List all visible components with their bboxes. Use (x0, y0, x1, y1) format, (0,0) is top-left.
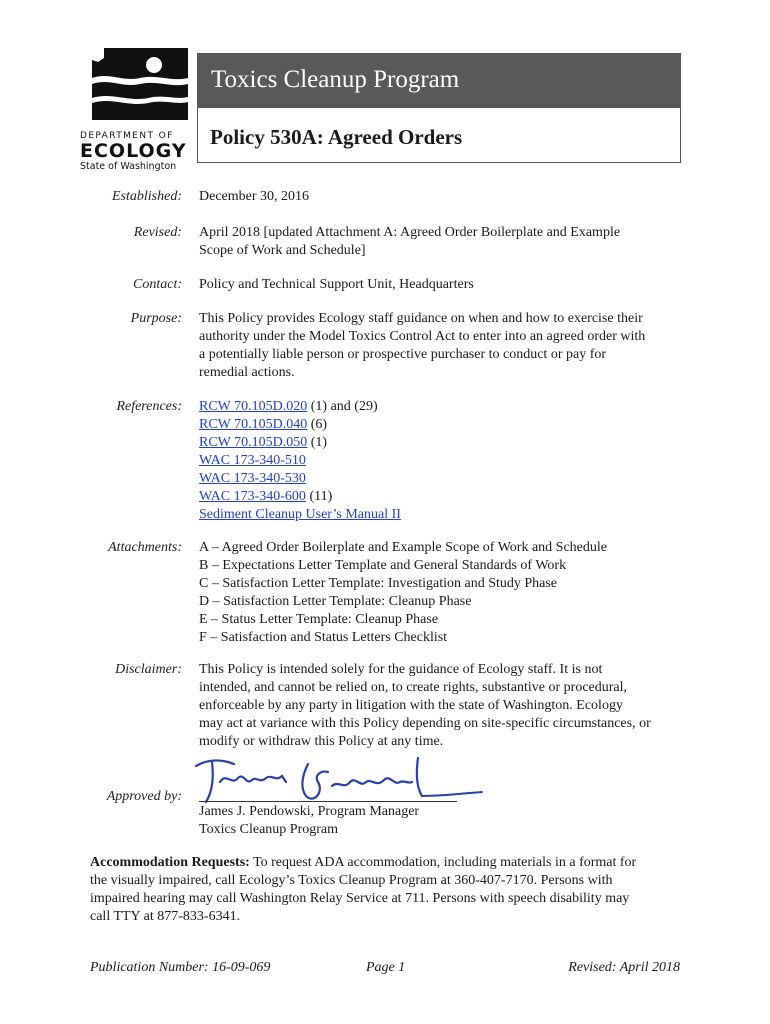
reference-item (199, 488, 669, 506)
logo-dept-line: DEPARTMENT OF (80, 131, 174, 141)
footer-publication: Publication Number: 16-09-069 (90, 960, 271, 975)
reference-link[interactable]: WAC 173-340-530 (199, 471, 306, 486)
accommodation-first: To request ADA accommodation, including materials in a format for (249, 855, 637, 870)
program-title: Toxics Cleanup Program (211, 66, 460, 93)
reference-item (199, 434, 669, 452)
attachment-item: A – Agreed Order Boilerplate and Example Scope of Work and Schedule (199, 540, 607, 555)
accommodation-heading: Accommodation Requests: (90, 855, 250, 870)
attachments-list (199, 539, 669, 647)
purpose-line: remedial actions. (199, 365, 295, 380)
attachment-item: C – Satisfaction Letter Template: Investigation and Study Phase (199, 576, 558, 591)
reference-link[interactable]: RCW 70.105D.020 (199, 399, 308, 414)
purpose-line: authority under the Model Toxics Control Act to enter into an agreed order with (199, 329, 646, 344)
footer-page: Page 1 (366, 960, 406, 975)
reference-item (199, 452, 669, 470)
references-label: References: (116, 399, 182, 414)
attachment-item: D – Satisfaction Letter Template: Cleanup Phase (199, 594, 472, 609)
revised-line: April 2018 [updated Attachment A: Agreed Order Boilerplate and Example (199, 225, 621, 240)
contact-value: Policy and Technical Support Unit, Headquarters (199, 277, 474, 292)
purpose-value (199, 310, 669, 382)
attachments-label: Attachments: (108, 540, 182, 555)
disclaimer-line: modify or withdraw this Policy at any time. (199, 734, 444, 749)
purpose-line: This Policy provides Ecology staff guidance on when and how to exercise their (199, 311, 643, 326)
approved-label: Approved by: (106, 789, 182, 804)
revised-value (199, 224, 669, 260)
accommodation-line: impaired hearing may call Washington Relay Service at 711. Persons with speech disability may (90, 891, 630, 906)
ecology-logo (80, 48, 192, 172)
references-list (199, 398, 669, 524)
disclaimer-line: enforceable by any party in litigation with the state of Washington. Ecology (199, 698, 623, 713)
policy-title: Policy 530A: Agreed Orders (210, 125, 463, 149)
approver-block (199, 803, 419, 839)
contact-label: Contact: (133, 277, 182, 292)
policy-title-box (197, 108, 681, 163)
disclaimer-line: may act at variance with this Policy depending on site-specific circumstances, or (199, 716, 651, 731)
footer-revised: Revised: April 2018 (568, 960, 680, 975)
purpose-line: a potentially liable person or prospective purchaser to conduct or pay for (199, 347, 607, 362)
disclaimer-value (199, 661, 669, 751)
reference-item (199, 416, 669, 434)
established-value: December 30, 2016 (199, 189, 310, 204)
reference-item (199, 470, 669, 488)
purpose-label: Purpose: (130, 311, 182, 326)
ecology-logo-icon (92, 48, 188, 120)
accommodation-line: the visually impaired, call Ecology’s Toxics Cleanup Program at 360-407-7170. Persons with (90, 873, 613, 888)
reference-link[interactable]: WAC 173-340-600 (199, 489, 306, 504)
attachment-item: E – Status Letter Template: Cleanup Phase (199, 612, 439, 627)
reference-suffix: (1) and (29) (307, 399, 378, 414)
approver-name: James J. Pendowski, Program Manager (199, 804, 420, 819)
revised-label: Revised: (133, 225, 182, 240)
reference-link[interactable]: Sediment Cleanup User’s Manual II (199, 507, 401, 522)
reference-suffix: (1) (307, 435, 328, 450)
accommodation-paragraph (90, 854, 680, 926)
title-bar (197, 53, 681, 108)
disclaimer-label: Disclaimer: (115, 662, 182, 677)
reference-item (199, 398, 669, 416)
signature-line (199, 801, 457, 802)
attachment-item: B – Expectations Letter Template and General Standards of Work (199, 558, 567, 573)
revised-line: Scope of Work and Schedule] (199, 243, 366, 258)
reference-item (199, 506, 669, 524)
reference-link[interactable]: RCW 70.105D.050 (199, 435, 308, 450)
established-label: Established: (112, 189, 182, 204)
disclaimer-line: intended, and cannot be relied on, to create rights, substantive or procedural, (199, 680, 628, 695)
disclaimer-line: This Policy is intended solely for the guidance of Ecology staff. It is not (199, 662, 603, 677)
approver-org: Toxics Cleanup Program (199, 822, 338, 837)
logo-state: State of Washington (80, 161, 177, 172)
reference-link[interactable]: WAC 173-340-510 (199, 453, 306, 468)
accommodation-line (90, 854, 680, 872)
attachment-item: F – Satisfaction and Status Letters Checklist (199, 630, 448, 645)
reference-link[interactable]: RCW 70.105D.040 (199, 417, 308, 432)
reference-suffix: (6) (307, 417, 328, 432)
logo-dept-name: ECOLOGY (80, 140, 187, 162)
reference-suffix: (11) (305, 489, 333, 504)
accommodation-line: call TTY at 877-833-6341. (90, 909, 241, 924)
